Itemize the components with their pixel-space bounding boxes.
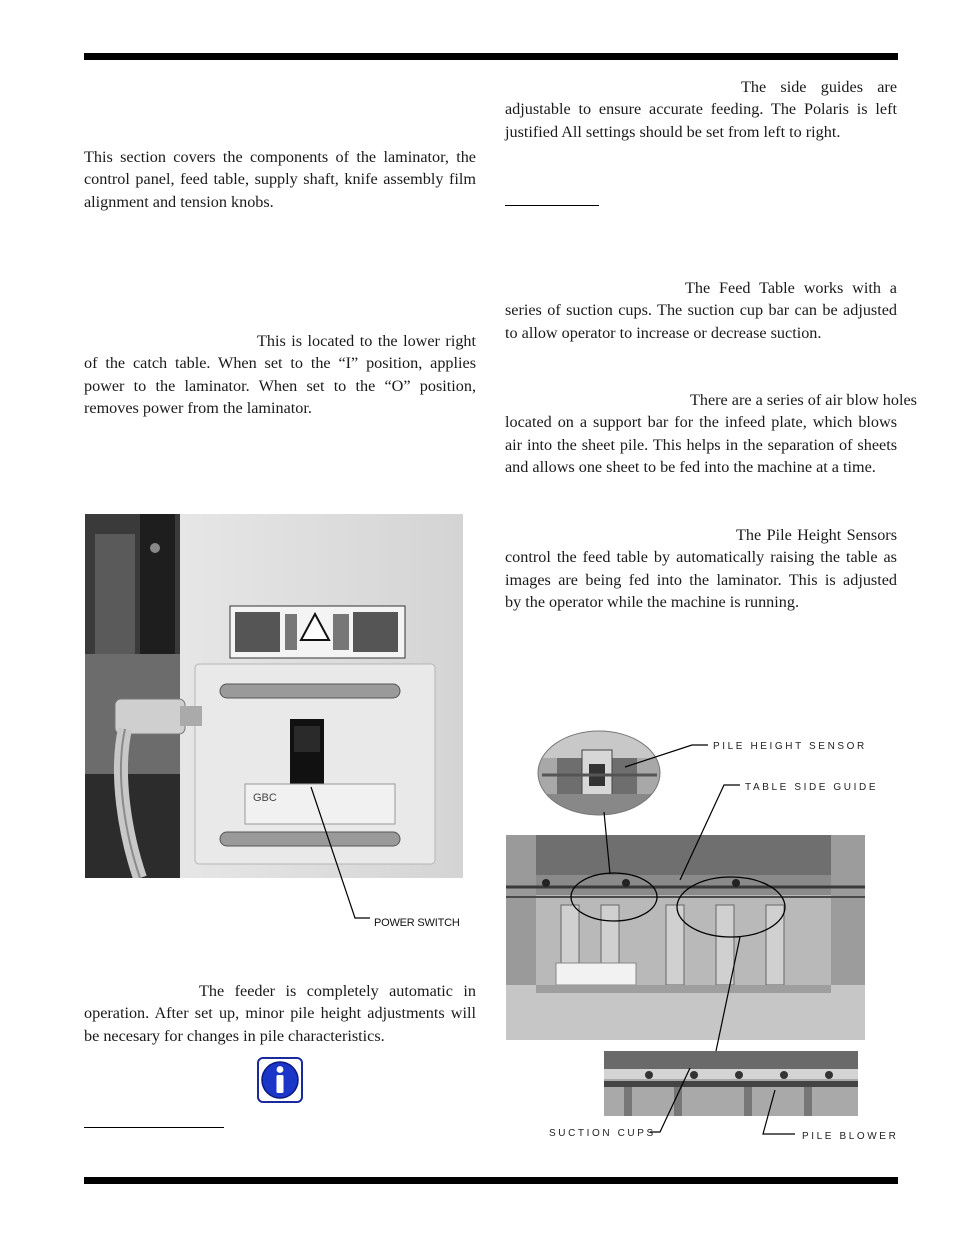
side-guides-paragraph: The side guides are adjustable to ensure accurate feeding. The Polaris is left justified All settings should be set from left to right. [505,78,897,141]
suction-cups-label: SUCTION CUPS [549,1128,656,1139]
pile-blower-label: PILE BLOWER [802,1131,899,1142]
feed-table-paragraph: The Feed Table works with a series of suction cups. The suction cup bar can be adjusted to allow operator to increase or decrease suction. [505,279,897,342]
power-switch-paragraph: This is located to the lower right of the catch table. When set to the “I” position, applies power to the laminator. When set to the “O” position, removes power from the laminator. [84,332,476,418]
pile-height-sensor-label: PILE HEIGHT SENSOR [713,741,867,752]
pile-height-paragraph: The Pile Height Sensors control the feed table by automatically raising the table as images are being fed into the laminator. This is adjusted by the operator while the machine is running. [505,526,897,612]
svg-text:GBC: GBC [253,792,277,804]
intro-paragraph: This section covers the components of the laminator, the control panel, feed table, supply shaft, knife assembly film alignment and tension knobs. [84,148,476,211]
power-switch-label: POWER SWITCH [374,917,460,929]
table-side-guide-label: TABLE SIDE GUIDE [745,782,879,793]
air-blow-paragraph: There are a series of air blow holes located on a support bar for the infeed plate, which blows air into the sheet pile. This helps in the separation of sheets and allows one sheet to be fed into the machine at a time. [505,391,917,477]
feeder-paragraph: The feeder is completely automatic in operation. After set up, minor pile height adjustments will be necesary for changes in pile characteristics. [84,982,476,1045]
